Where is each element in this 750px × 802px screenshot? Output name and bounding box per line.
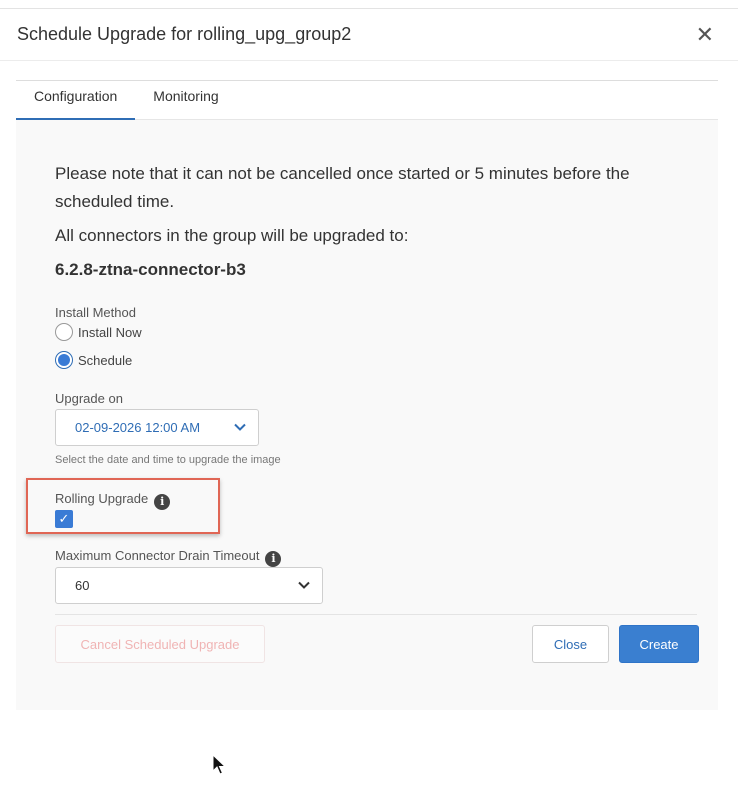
chevron-down-icon xyxy=(232,419,248,435)
upgrade-on-label: Upgrade on xyxy=(55,391,123,406)
footer-divider xyxy=(55,614,697,615)
upgrade-date-value: 02-09-2026 12:00 AM xyxy=(75,420,201,435)
tab-bar xyxy=(16,80,718,120)
upgrade-date-select[interactable] xyxy=(55,409,259,446)
create-button[interactable]: Create xyxy=(619,625,699,663)
radio-schedule[interactable] xyxy=(55,351,132,369)
rolling-upgrade-checkbox[interactable]: ✓ xyxy=(55,510,73,528)
radio-install-now-label: Install Now xyxy=(78,324,142,340)
radio-install-now[interactable] xyxy=(55,323,142,341)
close-icon[interactable]: ✕ xyxy=(695,21,714,47)
rolling-upgrade-label-text: Rolling Upgrade xyxy=(55,491,149,506)
dialog-title: Schedule Upgrade for rolling_upg_group2 xyxy=(17,24,352,44)
rolling-upgrade-label xyxy=(55,491,170,510)
drain-timeout-label-text: Maximum Connector Drain Timeout xyxy=(55,548,260,563)
cancel-note: Please note that it can not be cancelled once started or 5 minutes before the scheduled time. xyxy=(55,164,630,211)
info-icon[interactable]: i xyxy=(265,551,281,567)
info-icon[interactable]: i xyxy=(154,494,170,510)
radio-schedule-label: Schedule xyxy=(78,352,133,368)
upgrade-on-help: Select the date and time to upgrade the image xyxy=(55,454,281,466)
tab-monitoring[interactable]: Monitoring xyxy=(153,88,219,104)
schedule-upgrade-dialog xyxy=(0,8,738,802)
drain-timeout-select[interactable] xyxy=(55,567,323,604)
drain-timeout-value: 60 xyxy=(75,578,90,593)
chevron-down-icon xyxy=(296,577,312,593)
close-button[interactable]: Close xyxy=(532,625,609,663)
drain-timeout-label xyxy=(55,548,281,567)
configuration-panel xyxy=(16,120,718,710)
mouse-cursor-icon xyxy=(212,754,226,776)
dialog-header xyxy=(0,9,738,61)
install-method-label: Install Method xyxy=(55,305,136,320)
radio-schedule-circle[interactable] xyxy=(55,351,73,369)
upgrade-target-text: All connectors in the group will be upgraded to: xyxy=(55,226,409,245)
cancel-scheduled-upgrade-button[interactable]: Cancel Scheduled Upgrade xyxy=(55,625,265,663)
tab-configuration[interactable]: Configuration xyxy=(16,81,135,120)
radio-install-now-circle[interactable] xyxy=(55,323,73,341)
target-version: 6.2.8-ztna-connector-b3 xyxy=(55,260,246,279)
